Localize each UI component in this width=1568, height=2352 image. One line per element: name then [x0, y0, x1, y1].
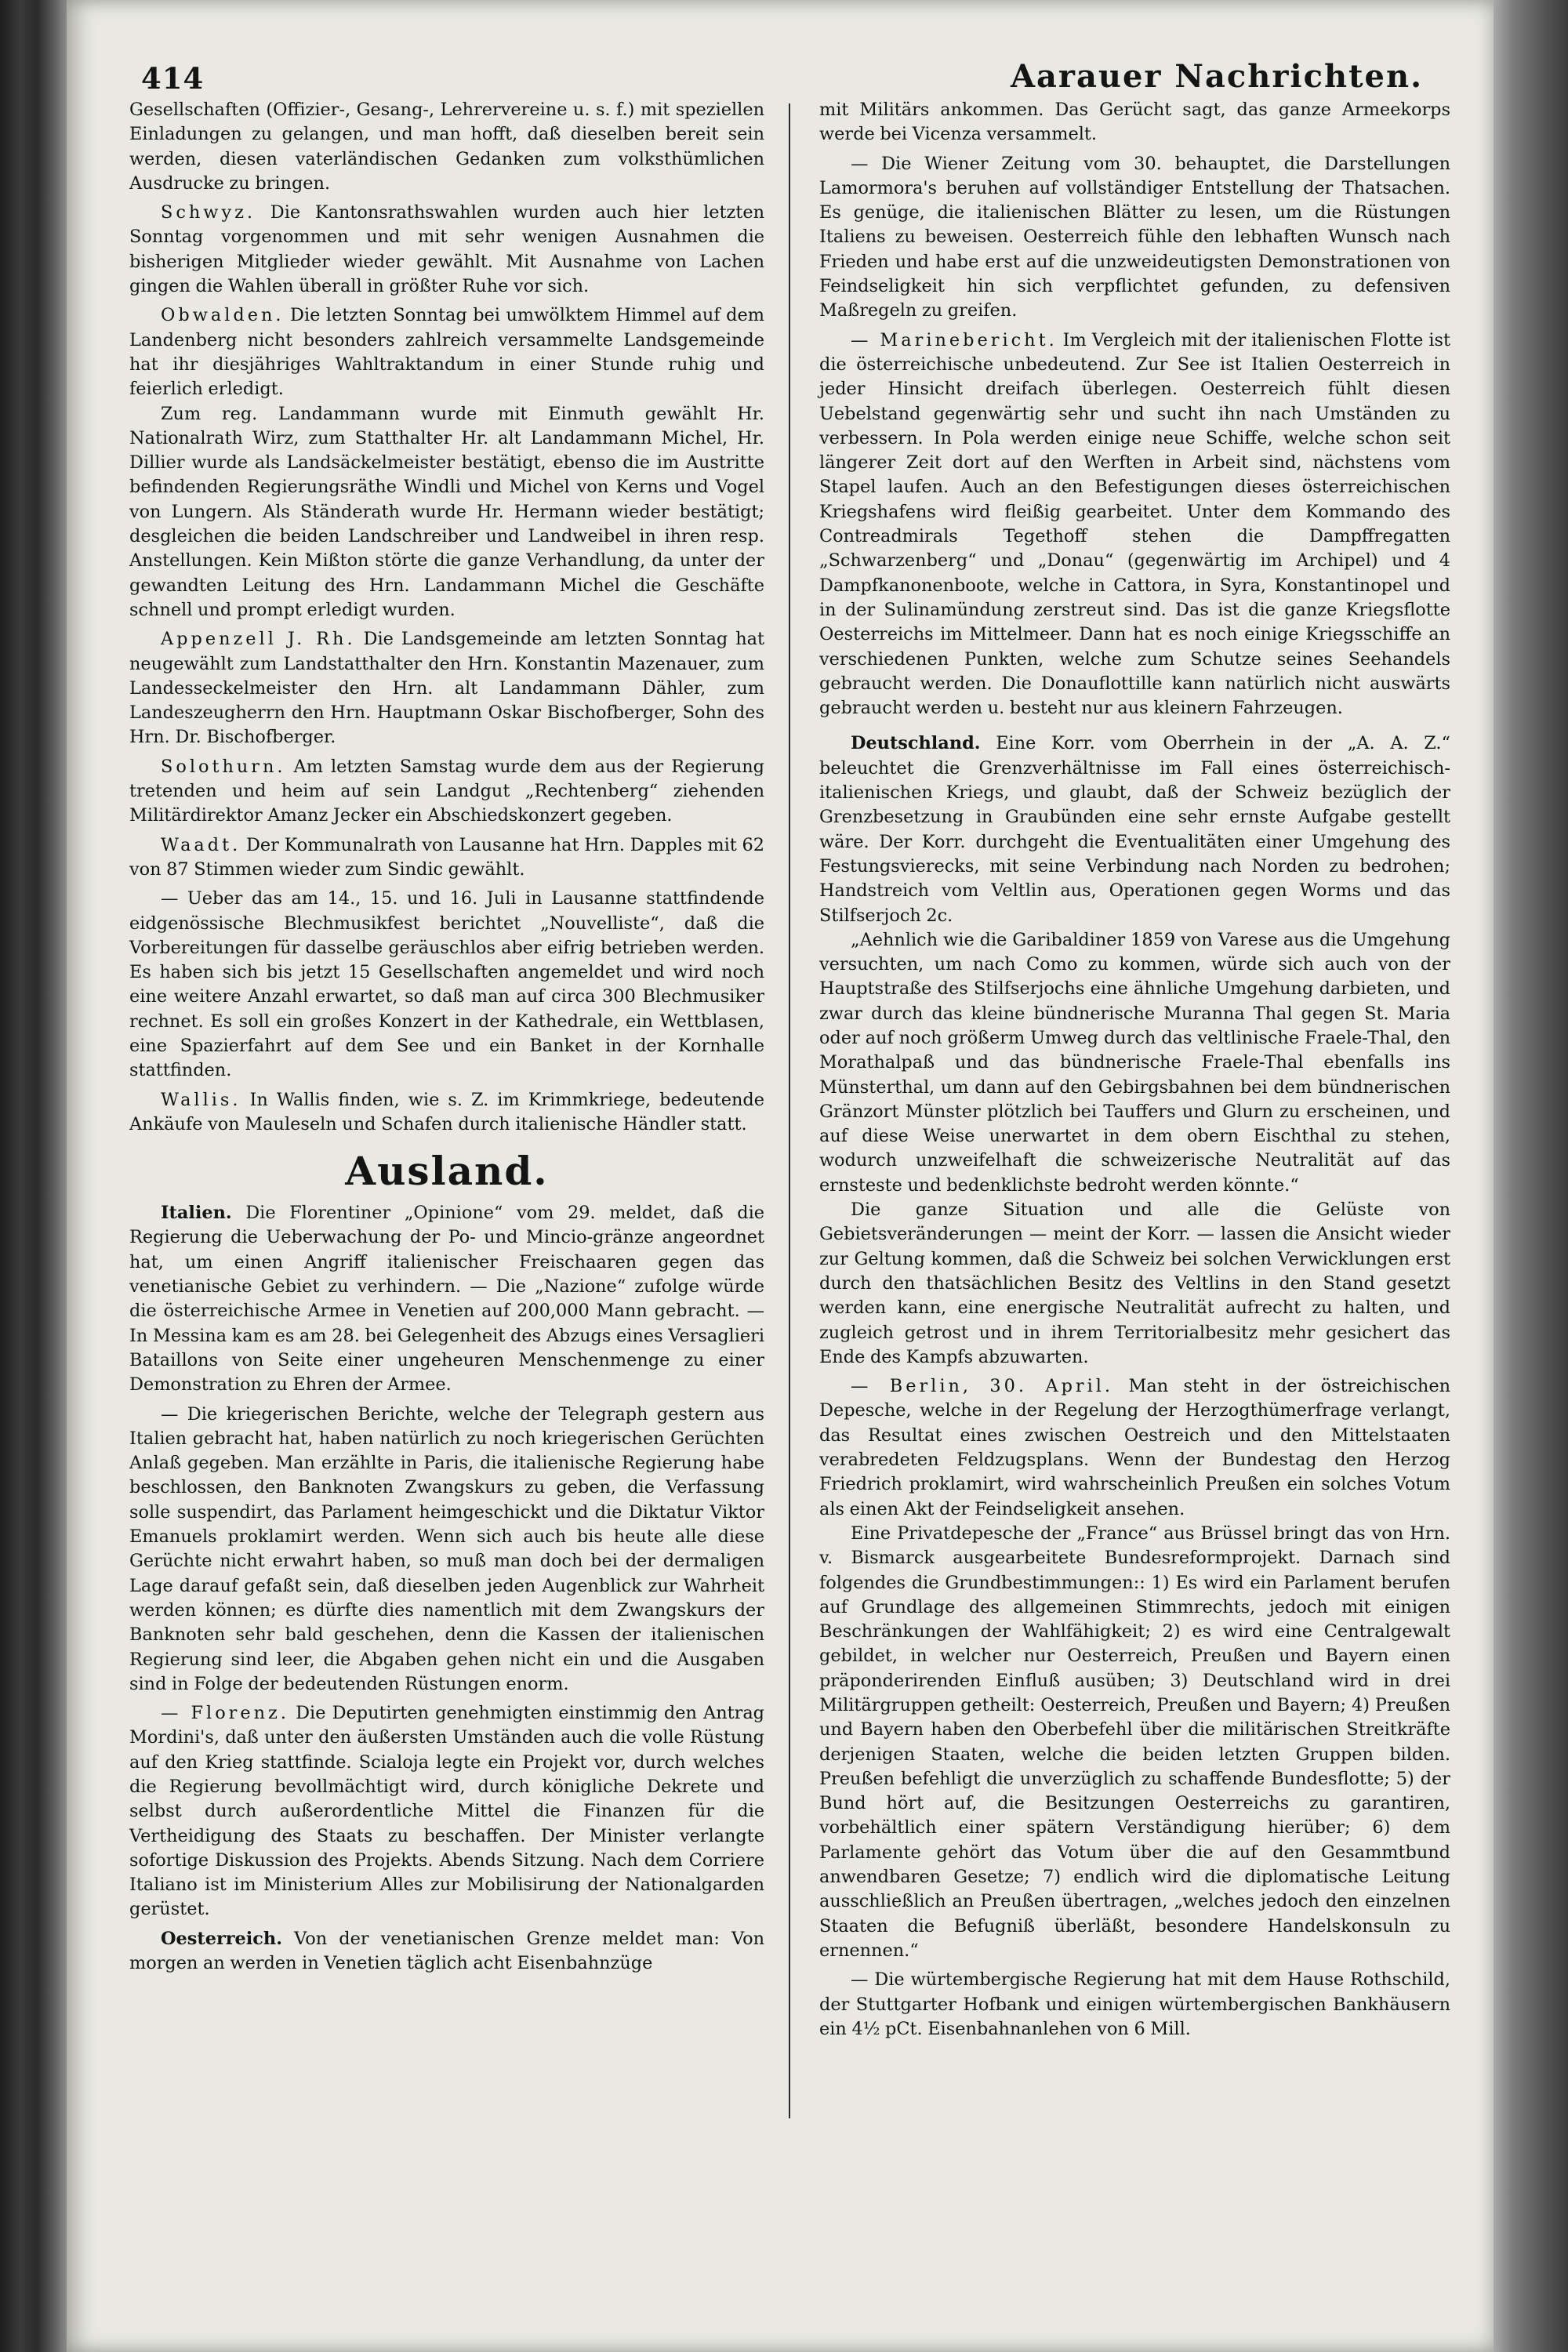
lead-word: Obwalden.	[161, 305, 285, 326]
lead-word: Oesterreich.	[161, 1928, 282, 1949]
left-column	[129, 98, 764, 1976]
paragraph: — Marinebericht. Im Vergleich mit der italienischen Flotte ist die österreichische unbedeutend. Zur See ist Italien Oesterreich in jeder Hinsicht dreifach überlegen. Oesterreich fühlt diesen Uebelstand gegenwärtig sehr und sucht ihn nach Umständen zu verbessern. In Pola werden einige neue Schiffe, welche schon seit längerer Zeit dort auf den Werften in Arbeit sind, nächstens vom Stapel laufen. Auch an den Befestigungen dieses österreichischen Kriegshafens wird fleißig gearbeitet. Unter dem Kommando des Contreadmirals Tegethoff stehen die Dampffregatten „Schwarzenberg“ und „Donau“ (gegenwärtig im Archipel) und 4 Dampfkanonenboote, welche in Cattora, in Syra, Konstantinopel und in der Sulinamündung zerstreut sind. Das ist die ganze Kriegsflotte Oesterreichs im Mittelmeer. Dann hat es noch einige Kriegsschiffe an verschiedenen Punkten, welche zum Schutze seines Seehandels gebraucht werden. Die Donauflottille kann natürlich nicht auswärts gebraucht werden u. besteht nur aus kleinern Fahrzeugen.	[819, 329, 1451, 719]
paragraph: — Die kriegerischen Berichte, welche der Telegraph gestern aus Italien gebracht hat, haben natürlich zu noch kriegerischen Gerüchten Anlaß gegeben. Man erzählte in Paris, die italienische Regierung habe beschlossen, den Banknoten Zwangskurs zu geben, die Verfassung solle suspendirt, das Parlament heimgeschickt und die Diktatur Viktor Emanuels proklamirt werden. Wenn sich auch bis heute alle diese Gerüchte nicht erwahrt haben, so muß man doch bei der dermaligen Lage darauf gefaßt sein, daß dieselben jeden Augenblick zur Wahrheit werden können; es dürfte dies namentlich mit dem Zwangskurs der Banknoten sehr bald geschehen, denn die Kassen der italienischen Regierung sind leer, die Abgaben gehen nicht ein und die Ausgaben sind in Folge der bedeutenden Rüstungen enorm.	[129, 1403, 764, 1694]
column-rule	[789, 103, 790, 2118]
paragraph: Schwyz. Die Kantonsrathswahlen wurden auch hier letzten Sonntag vorgenommen und mit sehr wenigen Ausnahmen die bisherigen Mitglieder wieder gewählt. Mit Ausnahme von Lachen gingen die Wahlen überall in größter Ruhe vor sich.	[129, 202, 764, 297]
paragraph: Obwalden. Die letzten Sonntag bei umwölktem Himmel auf dem Landenberg nicht besonders zahlreich versammelte Landsgemeinde hat ihr diesjähriges Wahltraktandum in einer Stunde ruhig und feierlich erledigt.	[129, 305, 764, 400]
section-heading: Ausland.	[345, 1148, 549, 1195]
lead-word: Appenzell J. Rh.	[161, 629, 356, 650]
lead-word: — Marinebericht.	[851, 329, 1058, 350]
lead-word: Wallis.	[161, 1089, 241, 1110]
paragraph: Wallis. In Wallis finden, wie s. Z. im Krimmkriege, bedeutende Ankäufe von Mauleseln und Schafen durch italienische Händler statt.	[129, 1089, 764, 1134]
paragraph: Oesterreich. Von der venetianischen Grenze meldet man: Von morgen an werden in Venetien täglich acht Eisenbahnzüge	[129, 1928, 764, 1974]
paragraph: mit Militärs ankommen. Das Gerücht sagt, das ganze Armeekorps werde bei Vicenza versammelt.	[819, 100, 1450, 145]
paragraph: — Die Wiener Zeitung vom 30. behauptet, die Darstellungen Lamormora's beruhen auf vollständiger Entstellung der Thatsachen. Es genüge, die italienischen Blätter zu lesen, um die Rüstungen Italiens zu beweisen. Oesterreich fühle den lebhaften Wunsch nach Frieden und habe erst auf die unzweideutigsten Demonstrationen von Feindseligkeit hin sich verpflichtet gefunden, zu defensiven Maßregeln zu greifen.	[819, 153, 1450, 321]
newspaper-page	[67, 0, 1494, 2352]
lead-word: Waadt.	[161, 834, 241, 855]
right-column	[819, 98, 1450, 2042]
paragraph: Waadt. Der Kommunalrath von Lausanne hat Hrn. Dapples mit 62 von 87 Stimmen wieder zum Sindic gewählt.	[129, 834, 764, 880]
page-number: 414	[141, 61, 205, 96]
page-edge-shadow	[1494, 0, 1568, 2352]
newspaper-title: Aarauer Nachrichten.	[1010, 58, 1423, 95]
lead-word: — Berlin, 30. April.	[851, 1376, 1114, 1397]
paragraph: Italien. Die Florentiner „Opinione“ vom 29. meldet, daß die Regierung die Ueberwachung der Po- und Mincio-gränze angeordnet hat, um einen Angriff italienischer Freischaaren gegen das venetianische Gebiet zu verhindern. — Die „Nazione“ zufolge würde die österreichische Armee in Venetien auf 200,000 Mann gebracht. — In Messina kam es am 28. bei Gelegenheit des Abzugs eines Versaglieri Bataillons von Seite einer ungeheuren Menschenmenge zu einer Demonstration zu Ehren der Armee.	[129, 1203, 764, 1396]
paragraph: „Aehnlich wie die Garibaldiner 1859 von Varese aus die Umgehung versuchten, um nach Como zu kommen, würde sich auch von der Hauptstraße des Stilfserjochs eine ähnliche Umgehung darbieten, und zwar durch das kleine bündnerische Muranna Thal gegen St. Maria oder auf noch größerm Umweg durch das veltlinische Fraele-Thal, den Morathalpaß und das bündnerische Fraele-Thal ebenfalls ins Münsterthal, um dann auf den Gebirgsbahnen bei dem bündnerischen Gränzort Münster plötzlich bei Tauffers und Glurn zu erscheinen, und auf diese Weise unerwartet in dem obern Eischthal zu stehen, wodurch unzweifelhaft die schweizerische Neutralität auf das ernsteste und bedenklichste bedroht werden könnte.“	[819, 929, 1450, 1196]
paragraph: — Die würtembergische Regierung hat mit dem Hause Rothschild, der Stuttgarter Hofbank und einigen würtembergischen Bankhäusern ein 4½ pCt. Eisenbahnanlehen von 6 Mill.	[819, 1969, 1450, 2039]
paragraph: — Ueber das am 14., 15. und 16. Juli in Lausanne stattfindende eidgenössische Blechmusikfest berichtet „Nouvelliste“, daß die Vorbereitungen für dasselbe geräuschlos aber eifrig betrieben werden. Es haben sich bis jetzt 15 Gesellschaften angemeldet und wird noch eine weitere Anzahl erwartet, so daß man auf circa 300 Blechmusiker rechnet. Es soll ein großes Konzert in der Kathedrale, ein Wettblasen, eine Spazierfahrt auf dem See und ein Banket in der Kornhalle stattfinden.	[129, 888, 764, 1081]
book-binding-shadow	[0, 0, 67, 2352]
lead-word: Italien.	[161, 1203, 232, 1224]
lead-word: — Florenz.	[161, 1703, 289, 1724]
paragraph: Eine Privatdepesche der „France“ aus Brüssel bringt das von Hrn. v. Bismarck ausgearbeitete Bundesreformprojekt. Darnach sind folgendes die Grundbestimmungen:: 1) Es wird ein Parlament berufen auf Grundlage des allgemeinen Stimmrechts, jedoch mit einigen Beschränkungen der Wahlfähigkeit; 2) es wird eine Centralgewalt gebildet, in welcher nur Oesterreich, Preußen und Bayern einen präponderirenden Einfluß ausüben; 3) Deutschland wird in drei Militärgruppen getheilt: Oesterreich, Preußen und Bayern; 4) Preußen und Bayern haben den Oberbefehl über die militärischen Streitkräfte derjenigen Staaten, welche die beiden letzten Gruppen bilden. Preußen befehligt die unverzüglich zu schaffende Bundesflotte; 5) der Bund hört auf, die Besitzungen Oesterreichs zu garantiren, vorbehältlich einer spätern Verständigung hierüber; 6) dem Parlamente gehört das Votum über die auf den Gesammtbund anwendbaren Gesetze; 7) endlich wird die diplomatische Leitung ausschließlich an Preußen übertragen, „welches jedoch den einzelnen Staaten die Befugniß überläßt, besondere Handelskonsuln zu ernennen.“	[819, 1523, 1450, 1961]
lead-word: Schwyz.	[161, 202, 256, 223]
lead-word: Solothurn.	[161, 756, 286, 777]
paragraph: Appenzell J. Rh. Die Landsgemeinde am letzten Sonntag hat neugewählt zum Landstatthalter den Hrn. Konstantin Mazenauer, zum Landesseckelmeister den Hrn. alt Landammann Dähler, zum Landeszeugherrn den Hrn. Hauptmann Oskar Bischofberger, Sohn des Hrn. Dr. Bischofberger.	[129, 629, 764, 748]
paragraph: Solothurn. Am letzten Samstag wurde dem aus der Regierung tretenden und heim auf sein Landgut „Rechtenberg“ ziehenden Militärdirektor Amanz Jecker ein Abschiedskonzert gegeben.	[129, 756, 764, 826]
lead-word: Deutschland.	[851, 733, 981, 754]
paragraph: — Berlin, 30. April. Man steht in der östreichischen Depesche, welche in der Regelung der Herzogthümerfrage verlangt, das Resultat eines zwischen Oestreich und den Mittelstaaten verabredeten Feldzugsplans. Wenn der Bundestag den Herzog Friedrich proklamirt, wird wahrscheinlich Preußen ein solches Votum als einen Akt der Feindseligkeit ansehen.	[819, 1376, 1451, 1519]
paragraph: Die ganze Situation und alle die Gelüste von Gebietsveränderungen — meint der Korr. — lassen die Ansicht wieder zur Geltung kommen, daß die Schweiz bei solchen Verwicklungen erst durch den thatsächlichen Besitz des Veltlins in den Stand gesetzt werden kann, eine energische Neutralität aufrecht zu halten, und zugleich getrost und in ihrem Territorialbesitz mehr gesichert das Ende des Kampfs abzuwarten.	[819, 1200, 1450, 1367]
paragraph: Zum reg. Landammann wurde mit Einmuth gewählt Hr. Nationalrath Wirz, zum Statthalter Hr. alt Landammann Michel, Hr. Dillier wurde als Landsäckelmeister bestätigt, ebenso die im Austritte befindenden Regierungsräthe Windli und Michel von Kerns und Vogel von Lungern. Als Ständerath wurde Hr. Hermann wieder bestätigt; desgleichen die beiden Landschreiber und Landweibel in ihren resp. Anstellungen. Kein Mißton störte die ganze Verhandlung, da unter der gewandten Leitung des Hrn. Landammann Michel die Geschäfte schnell und prompt erledigt wurden.	[129, 403, 764, 620]
paragraph: — Florenz. Die Deputirten genehmigten einstimmig den Antrag Mordini's, daß unter den äußersten Umständen auch die volle Rüstung auf den Krieg stattfinde. Scialoja legte ein Projekt vor, durch welches die Regierung bevollmächtigt wird, durch königliche Dekrete und selbst durch außerordentliche Mittel die Finanzen für die Vertheidigung des Staats zu beschaffen. Der Minister verlangte sofortige Diskussion des Projekts. Abends Sitzung. Nach dem Corriere Italiano ist im Ministerium Alles zur Mobilisirung der Nationalgarden gerüstet.	[129, 1703, 765, 1920]
paragraph: Deutschland. Eine Korr. vom Oberrhein in der „A. A. Z.“ beleuchtet die Grenzverhältnisse im Fall eines österreichisch-italienischen Kriegs, und glaubt, daß der Schweiz bezüglich der Grenzbesetzung in Graubünden eine sehr ernste Aufgabe gestellt wäre. Der Korr. durchgeht die Eventualitäten einer Umgehung des Festungsvierecks, mit seine Verbindung nach Norden zu bedrohen; Handstreich vom Veltlin aus, Operationen gegen Worms und das Stilfserjoch 2c.	[819, 733, 1450, 926]
paragraph: Gesellschaften (Offizier-, Gesang-, Lehrervereine u. s. f.) mit speziellen Einladungen zu gelangen, und man hofft, daß dieselben bereit sein werden, diesen vaterländischen Gedanken zum volksthümlichen Ausdrucke zu bringen.	[129, 100, 764, 194]
